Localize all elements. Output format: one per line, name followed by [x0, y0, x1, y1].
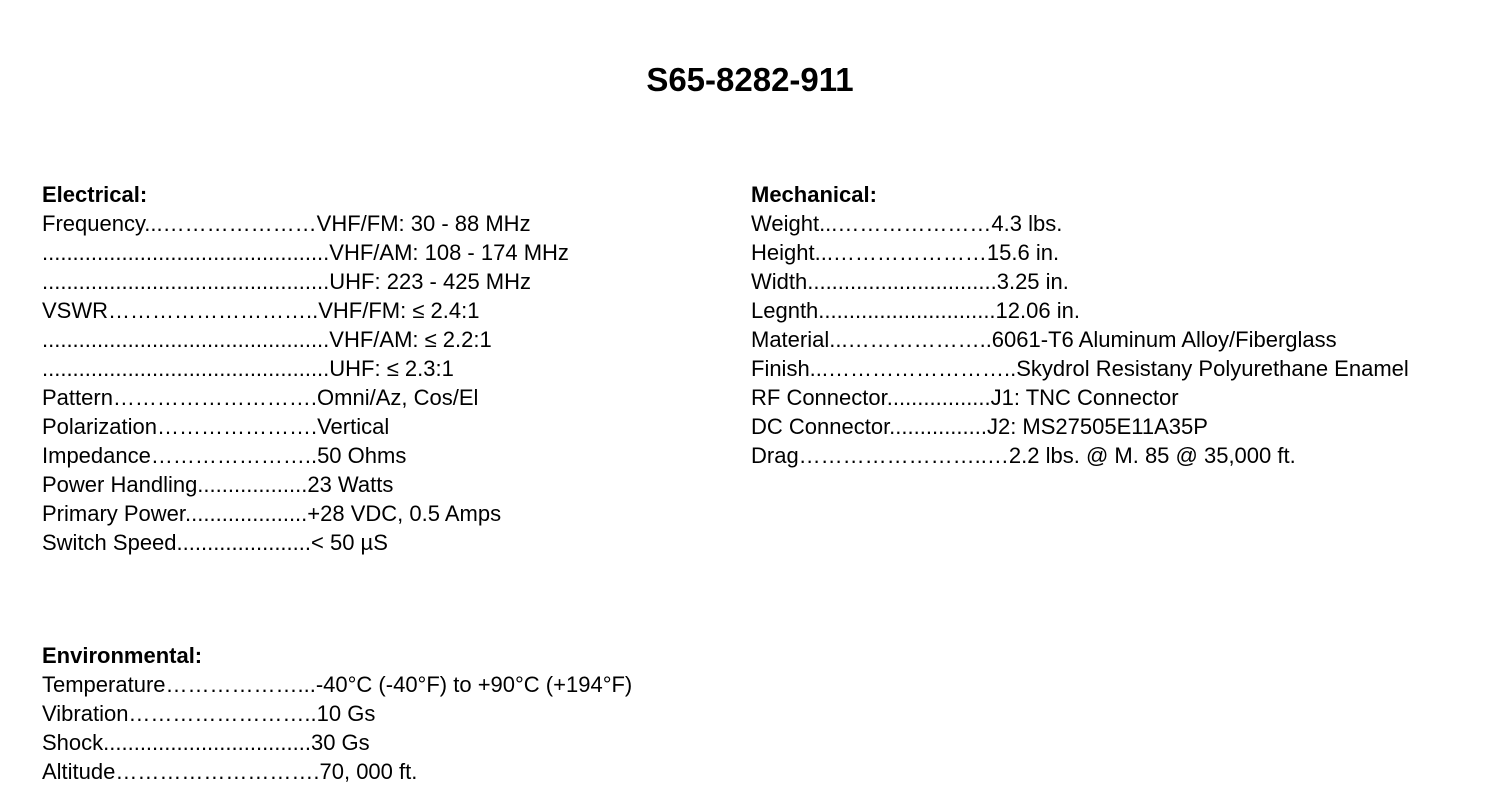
spec-line-vibration: Vibration……………………..10 Gs [42, 701, 376, 726]
spec-line-switch-speed: Switch Speed......................< 50 µS [42, 530, 388, 555]
mechanical-heading: Mechanical: [751, 182, 877, 207]
spec-line-impedance: Impedance…………………..50 Ohms [42, 443, 407, 468]
electrical-section [42, 180, 569, 557]
spec-line-frequency-uhf: ...............................................UHF: 223 - 425 MHz [42, 269, 532, 294]
spec-line-shock: Shock..................................30 Gs [42, 730, 370, 755]
spec-line-material: Material...………………..6061-T6 Aluminum Alloy/Fiberglass [751, 327, 1337, 352]
spec-line-dc-connector: DC Connector................J2: MS27505E11A35P [751, 414, 1208, 439]
environmental-heading: Environmental: [42, 643, 203, 668]
spec-line-vswr-uhf: ...............................................UHF: ≤ 2.3:1 [42, 356, 454, 381]
spec-line-width: Width...............................3.25 in. [751, 269, 1069, 294]
spec-line-polarization: Polarization………………….Vertical [42, 414, 390, 439]
document-title: S65-8282-911 [646, 61, 854, 98]
spec-line-frequency-vhf-fm: Frequency...…………………VHF/FM: 30 - 88 MHz [42, 211, 531, 236]
spec-line-temperature: Temperature………………...-40°C (-40°F) to +90°C (+194°F) [42, 672, 633, 697]
spec-line-altitude: Altitude……………………….70, 000 ft. [42, 759, 418, 784]
spec-line-drag: Drag……………………..…2.2 lbs. @ M. 85 @ 35,000 ft. [751, 443, 1296, 468]
spec-line-height: Height...…………………15.6 in. [751, 240, 1060, 265]
spec-line-vswr-vhf-am: ...............................................VHF/AM: ≤ 2.2:1 [42, 327, 492, 352]
spec-line-primary-power: Primary Power....................+28 VDC, 0.5 Amps [42, 501, 502, 526]
electrical-heading: Electrical: [42, 182, 148, 207]
spec-line-pattern: Pattern……………………….Omni/Az, Cos/El [42, 385, 479, 410]
spec-line-finish: Finish...……………………..Skydrol Resistany Polyurethane Enamel [751, 356, 1409, 381]
spec-line-length: Legnth.............................12.06 in. [751, 298, 1080, 323]
environmental-section [42, 641, 632, 786]
spec-line-power-handling: Power Handling..................23 Watts [42, 472, 394, 497]
spec-line-vswr-vhf-fm: VSWR………………………..VHF/FM: ≤ 2.4:1 [42, 298, 480, 323]
spec-line-frequency-vhf-am: ...............................................VHF/AM: 108 - 174 MHz [42, 240, 569, 265]
mechanical-section [751, 180, 1409, 470]
spec-line-rf-connector: RF Connector.................J1: TNC Connector [751, 385, 1179, 410]
spec-line-weight: Weight...…………………4.3 lbs. [751, 211, 1063, 236]
